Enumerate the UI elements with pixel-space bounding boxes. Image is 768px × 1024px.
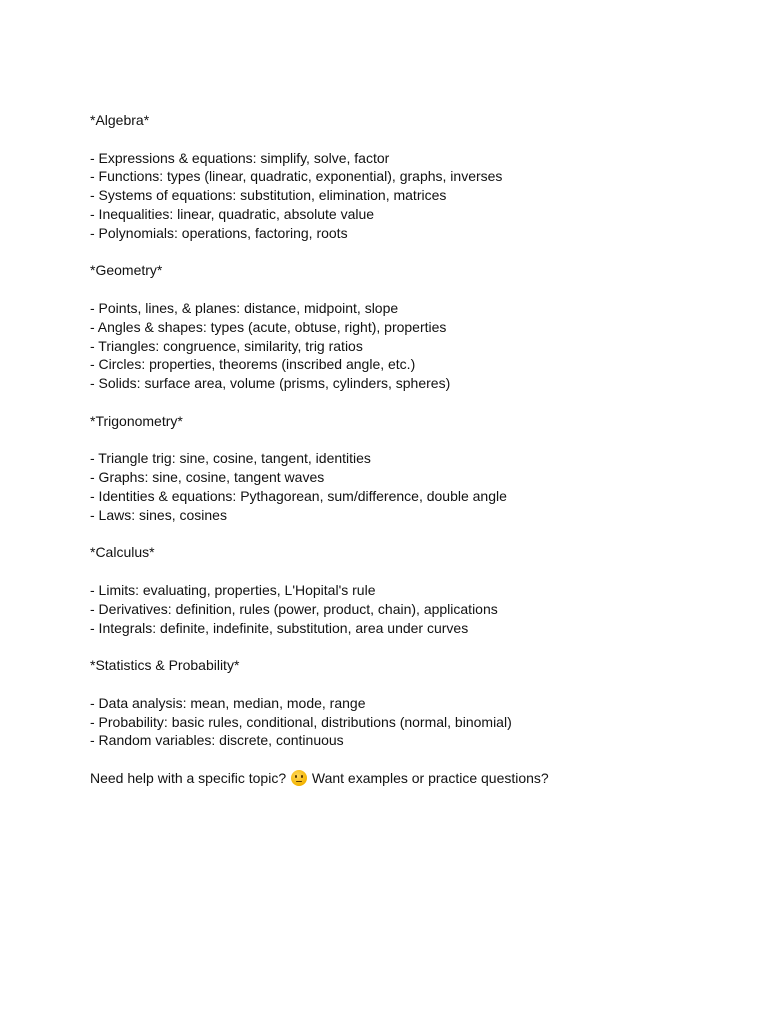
list-item: - Angles & shapes: types (acute, obtuse, right), properties [90, 318, 447, 335]
list-item: - Inequalities: linear, quadratic, absolute value [90, 205, 375, 222]
closing-text-before: Need help with a specific topic? [90, 769, 287, 786]
spacer [90, 130, 730, 149]
spacer [90, 750, 730, 769]
section-heading-statistics-probability: *Statistics & Probability* [90, 657, 240, 674]
list-item: - Integrals: definite, indefinite, substitution, area under curves [90, 619, 469, 636]
list-item: - Functions: types (linear, quadratic, exponential), graphs, inverses [90, 168, 503, 185]
list-item: - Circles: properties, theorems (inscribed angle, etc.) [90, 356, 416, 373]
list-item: - Systems of equations: substitution, elimination, matrices [90, 187, 447, 204]
list-item: - Solids: surface area, volume (prisms, cylinders, spheres) [90, 375, 451, 392]
spacer [90, 431, 730, 450]
list-item: - Random variables: discrete, continuous [90, 732, 344, 749]
list-item: - Derivatives: definition, rules (power, product, chain), applications [90, 600, 498, 617]
list-item: - Triangle trig: sine, cosine, tangent, identities [90, 450, 371, 467]
section-heading-algebra: *Algebra* [90, 112, 150, 128]
list-item: - Laws: sines, cosines [90, 506, 227, 523]
thinking-face-icon [291, 770, 307, 786]
spacer [90, 280, 730, 299]
spacer [90, 637, 730, 656]
spacer [90, 562, 730, 581]
list-item: - Data analysis: mean, median, mode, range [90, 694, 366, 711]
spacer [90, 525, 730, 544]
list-item: - Polynomials: operations, factoring, roots [90, 224, 348, 241]
list-item: - Limits: evaluating, properties, L'Hopital's rule [90, 581, 376, 598]
spacer [90, 675, 730, 694]
section-heading-trigonometry: *Trigonometry* [90, 412, 183, 429]
list-item: - Points, lines, & planes: distance, midpoint, slope [90, 299, 399, 316]
list-item: - Identities & equations: Pythagorean, sum/difference, double angle [90, 487, 507, 504]
closing-text-after: Want examples or practice questions? [311, 769, 549, 786]
closing-question [90, 769, 730, 788]
spacer [90, 243, 730, 262]
document-body [90, 111, 730, 788]
section-heading-geometry: *Geometry* [90, 262, 163, 279]
list-item: - Triangles: congruence, similarity, trig ratios [90, 337, 363, 354]
spacer [90, 393, 730, 412]
section-heading-calculus: *Calculus* [90, 544, 155, 561]
list-item: - Probability: basic rules, conditional, distributions (normal, binomial) [90, 713, 512, 730]
list-item: - Expressions & equations: simplify, solve, factor [90, 149, 390, 166]
list-item: - Graphs: sine, cosine, tangent waves [90, 469, 325, 486]
